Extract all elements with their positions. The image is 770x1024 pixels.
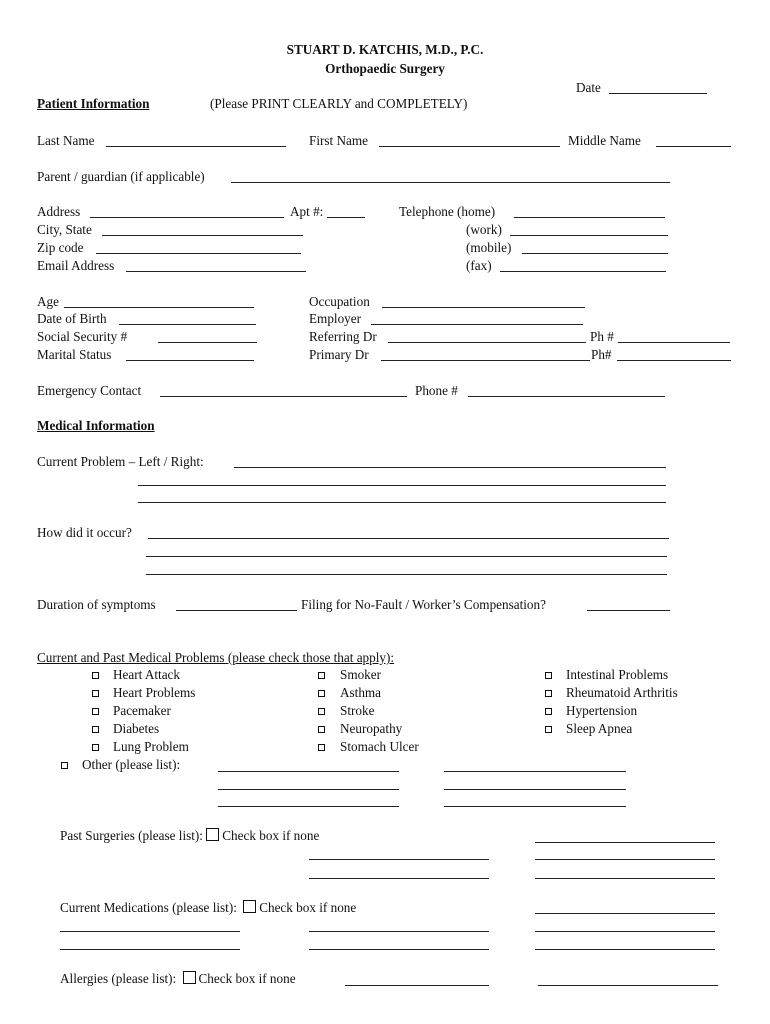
marital-label: Marital Status [37, 347, 112, 362]
tel-work-label: (work) [466, 222, 502, 237]
medications-none-checkbox[interactable] [243, 900, 256, 913]
date-label: Date [576, 80, 601, 95]
marital-field[interactable] [126, 360, 254, 361]
current-problem-line-2[interactable] [138, 485, 666, 486]
problem-intestinal: Intestinal Problems [566, 667, 669, 682]
ph1-label: Ph # [590, 329, 614, 344]
tel-home-label: Telephone (home) [399, 204, 496, 219]
other-field-1[interactable] [218, 771, 399, 772]
problem-neuropathy: Neuropathy [340, 721, 403, 736]
ph2-label: Ph# [591, 347, 612, 362]
medications-text: Current Medications (please list): [60, 900, 237, 915]
how-occur-line-3[interactable] [146, 574, 667, 575]
practice-specialty: Orthopaedic Surgery [325, 61, 445, 76]
current-problem-label: Current Problem – Left / Right: [37, 454, 204, 469]
checkbox-rheumatoid[interactable] [545, 690, 552, 697]
medication-field-1[interactable] [535, 913, 715, 914]
dob-label: Date of Birth [37, 311, 107, 326]
checkbox-stroke[interactable] [318, 708, 325, 715]
tel-fax-label: (fax) [466, 258, 492, 273]
problems-heading: Current and Past Medical Problems (please check those that apply): [37, 650, 395, 665]
occupation-field[interactable] [382, 307, 585, 308]
problem-hypertension: Hypertension [566, 703, 638, 718]
past-surgeries-text: Past Surgeries (please list): [60, 828, 203, 843]
surgery-field-5[interactable] [535, 878, 715, 879]
ssn-field[interactable] [158, 342, 257, 343]
medication-field-6[interactable] [309, 949, 489, 950]
current-problem-field[interactable] [234, 467, 666, 468]
allergy-field-1[interactable] [345, 985, 489, 986]
problem-smoker: Smoker [340, 667, 382, 682]
guardian-field[interactable] [231, 182, 670, 183]
filing-label: Filing for No-Fault / Worker’s Compensation? [301, 597, 546, 612]
ph1-field[interactable] [618, 342, 730, 343]
allergies-label [60, 971, 296, 987]
problem-asthma: Asthma [340, 685, 382, 700]
problem-lung-problem: Lung Problem [113, 739, 189, 754]
address-field[interactable] [90, 217, 284, 218]
age-label: Age [37, 294, 59, 309]
ssn-label: Social Security # [37, 329, 128, 344]
checkbox-heart-problems[interactable] [92, 690, 99, 697]
tel-home-field[interactable] [514, 217, 665, 218]
other-field-5[interactable] [218, 806, 399, 807]
email-field[interactable] [126, 271, 306, 272]
duration-label: Duration of symptoms [37, 597, 156, 612]
middle-name-field[interactable] [656, 146, 731, 147]
how-occur-field[interactable] [148, 538, 669, 539]
primary-dr-field[interactable] [381, 360, 590, 361]
referring-dr-label: Referring Dr [309, 329, 377, 344]
middle-name-label: Middle Name [568, 133, 641, 148]
checkbox-pacemaker[interactable] [92, 708, 99, 715]
tel-mobile-field[interactable] [522, 253, 668, 254]
phone-label: Phone # [415, 383, 458, 398]
medication-field-3[interactable] [309, 931, 489, 932]
referring-dr-field[interactable] [388, 342, 586, 343]
surgery-field-4[interactable] [309, 878, 489, 879]
problem-sleep-apnea: Sleep Apnea [566, 721, 633, 736]
date-field[interactable] [609, 93, 707, 94]
problem-pacemaker: Pacemaker [113, 703, 171, 718]
practice-name: STUART D. KATCHIS, M.D., P.C. [286, 42, 484, 57]
zip-label: Zip code [37, 240, 84, 255]
problem-stomach-ulcer: Stomach Ulcer [340, 739, 419, 754]
medication-field-7[interactable] [535, 949, 715, 950]
past-surgeries-label [60, 828, 319, 844]
filing-field[interactable] [587, 610, 670, 611]
checkbox-sleep-apnea[interactable] [545, 726, 552, 733]
checkbox-neuropathy[interactable] [318, 726, 325, 733]
tel-work-field[interactable] [510, 235, 668, 236]
employer-field[interactable] [371, 324, 583, 325]
other-label: Other (please list): [82, 757, 181, 772]
emergency-field[interactable] [160, 396, 407, 397]
medication-field-4[interactable] [535, 931, 715, 932]
emergency-label: Emergency Contact [37, 383, 142, 398]
duration-field[interactable] [176, 610, 297, 611]
problem-heart-problems: Heart Problems [113, 685, 196, 700]
surgery-field-2[interactable] [309, 859, 489, 860]
zip-field[interactable] [96, 253, 301, 254]
checkbox-lung-problem[interactable] [92, 744, 99, 751]
primary-dr-label: Primary Dr [309, 347, 369, 362]
medication-field-5[interactable] [60, 949, 240, 950]
apt-label: Apt #: [290, 204, 324, 219]
checkbox-smoker[interactable] [318, 672, 325, 679]
city-state-field[interactable] [102, 235, 303, 236]
surgery-field-1[interactable] [535, 842, 715, 843]
past-surgeries-none-checkbox[interactable] [206, 828, 219, 841]
how-occur-label: How did it occur? [37, 525, 132, 540]
current-problem-line-3[interactable] [138, 502, 666, 503]
guardian-label: Parent / guardian (if applicable) [37, 169, 205, 184]
age-field[interactable] [64, 307, 254, 308]
phone-field[interactable] [468, 396, 665, 397]
how-occur-line-2[interactable] [146, 556, 667, 557]
city-state-label: City, State [37, 222, 92, 237]
print-instruction: (Please PRINT CLEARLY and COMPLETELY) [210, 96, 468, 111]
other-field-6[interactable] [444, 806, 626, 807]
email-label: Email Address [37, 258, 115, 273]
medications-label [60, 900, 356, 916]
employer-label: Employer [309, 311, 362, 326]
address-label: Address [37, 204, 81, 219]
medications-none-label: Check box if none [259, 900, 357, 915]
occupation-label: Occupation [309, 294, 370, 309]
last-name-field[interactable] [106, 146, 286, 147]
medication-field-2[interactable] [60, 931, 240, 932]
last-name-label: Last Name [37, 133, 95, 148]
patient-info-heading: Patient Information [37, 96, 150, 111]
tel-fax-field[interactable] [500, 271, 666, 272]
allergies-text: Allergies (please list): [60, 971, 177, 986]
past-surgeries-none-label: Check box if none [222, 828, 320, 843]
checkbox-intestinal[interactable] [545, 672, 552, 679]
problem-diabetes: Diabetes [113, 721, 160, 736]
surgery-field-3[interactable] [535, 859, 715, 860]
first-name-field[interactable] [379, 146, 560, 147]
allergy-field-2[interactable] [538, 985, 718, 986]
other-field-2[interactable] [444, 771, 626, 772]
checkbox-asthma[interactable] [318, 690, 325, 697]
first-name-label: First Name [309, 133, 368, 148]
medical-info-heading: Medical Information [37, 418, 155, 433]
problem-rheumatoid: Rheumatoid Arthritis [566, 685, 678, 700]
tel-mobile-label: (mobile) [466, 240, 512, 255]
ph2-field[interactable] [617, 360, 731, 361]
checkbox-hypertension[interactable] [545, 708, 552, 715]
checkbox-stomach-ulcer[interactable] [318, 744, 325, 751]
other-field-3[interactable] [218, 789, 399, 790]
checkbox-other[interactable] [61, 762, 68, 769]
dob-field[interactable] [119, 324, 256, 325]
apt-field[interactable] [327, 217, 365, 218]
allergies-none-checkbox[interactable] [183, 971, 196, 984]
other-field-4[interactable] [444, 789, 626, 790]
allergies-none-label: Check box if none [198, 971, 296, 986]
problem-stroke: Stroke [340, 703, 375, 718]
problem-heart-attack: Heart Attack [113, 667, 181, 682]
checkbox-heart-attack[interactable] [92, 672, 99, 679]
checkbox-diabetes[interactable] [92, 726, 99, 733]
